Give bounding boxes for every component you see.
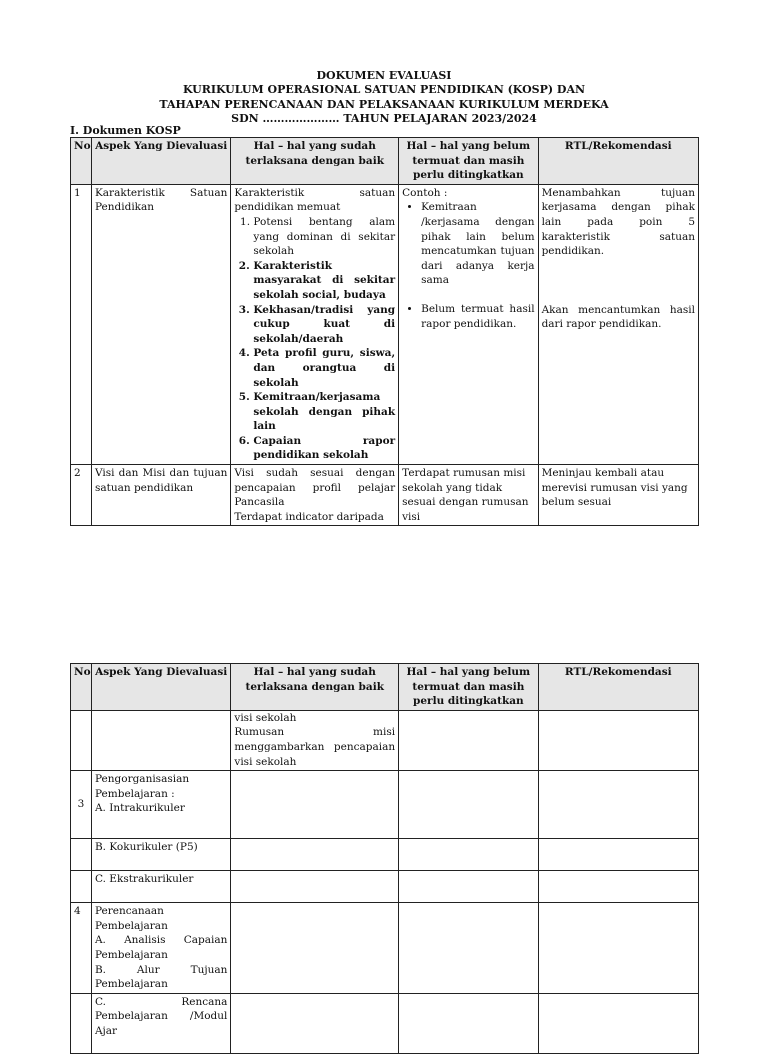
- list-item: 5. Kemitraan/kerjasama sekolah dengan pihak lain: [253, 390, 395, 434]
- done-text-1: Visi sudah sesuai dengan pencapaian profil pelajar Pancasila: [234, 467, 396, 509]
- aspek-text-1: Pengorganisasian Pembelajaran :: [94, 773, 190, 800]
- row-aspek: B. Kokurikuler (P5): [91, 839, 230, 871]
- row-no: 1: [71, 184, 92, 464]
- table-row: [71, 839, 699, 871]
- table-row: [71, 465, 699, 526]
- row-aspek: [91, 903, 230, 994]
- document-header: [70, 69, 698, 126]
- row-done: [231, 903, 399, 994]
- row-done: [231, 871, 399, 903]
- row-notyet: [399, 903, 538, 994]
- row-aspek: Visi dan Misi dan tujuan satuan pendidikan: [91, 465, 230, 526]
- aspek-text-2: A. Intrakurikuler: [94, 802, 185, 815]
- table-row: [71, 903, 699, 994]
- done-intro: Karakteristik satuan pendidikan memuat: [234, 186, 396, 214]
- row-no: [71, 839, 92, 871]
- done-text-2: Rumusan misi menggambarkan pencapaian visi sekolah: [234, 726, 396, 768]
- done-text-1: visi sekolah: [234, 711, 297, 724]
- row-aspek: [91, 710, 230, 770]
- list-item: 3. Kekhasan/tradisi yang cukup kuat di sekolah/daerah: [253, 303, 395, 347]
- row-done: [231, 993, 399, 1053]
- header-line-3: TAHAPAN PERENCANAAN DAN PELAKSANAAN KURIKULUM MERDEKA: [159, 97, 609, 111]
- table-header-row: [71, 138, 699, 185]
- table-row: [71, 871, 699, 903]
- table-row: [71, 710, 699, 770]
- col-aspek: Aspek Yang Dievaluasi: [91, 664, 230, 711]
- row-aspek: C. Ekstrakurikuler: [91, 871, 230, 903]
- row-aspek: Karakteristik Satuan Pendidikan: [91, 184, 230, 464]
- row-aspek: C. Rencana Pembelajaran /Modul Ajar: [91, 993, 230, 1053]
- evaluation-table-1: [70, 137, 699, 526]
- row-notyet: [399, 710, 538, 770]
- row-rtl: [538, 993, 698, 1053]
- table-row: [71, 993, 699, 1053]
- rtl-text-2: Akan mencantumkan hasil dari rapor pendidikan.: [541, 303, 695, 331]
- col-no: No: [71, 664, 92, 711]
- header-line-1: DOKUMEN EVALUASI: [316, 69, 452, 82]
- row-done: [231, 710, 399, 770]
- aspek-text-3: B. Alur Tujuan Pembelajaran: [94, 963, 228, 991]
- row-notyet: [399, 839, 538, 871]
- row-no: 2: [71, 465, 92, 526]
- list-item: 4. Peta profil guru, siswa, dan orangtua di sekolah: [253, 346, 395, 390]
- notyet-intro: Contoh :: [402, 186, 448, 199]
- header-line-4: SDN ………………… TAHUN PELAJARAN 2023/2024: [231, 111, 537, 125]
- done-list: [234, 215, 395, 463]
- row-done: [231, 184, 399, 464]
- col-no: No: [71, 138, 92, 185]
- col-notyet: Hal – hal yang belum termuat dan masih perlu ditingkatkan: [399, 138, 538, 185]
- aspek-text-1: Perencanaan Pembelajaran: [94, 905, 168, 932]
- row-rtl: [538, 771, 698, 839]
- table-header-row: [71, 664, 699, 711]
- row-done: [231, 771, 399, 839]
- notyet-list: [402, 200, 534, 331]
- section-title: I. Dokumen KOSP: [70, 124, 181, 137]
- evaluation-table-2: [70, 663, 699, 1054]
- row-no: 3: [71, 771, 92, 839]
- row-no: [71, 871, 92, 903]
- col-done: Hal – hal yang sudah terlaksana dengan baik: [231, 664, 399, 711]
- row-notyet: Terdapat rumusan misi sekolah yang tidak sesuai dengan rumusan visi: [399, 465, 538, 526]
- col-rtl: RTL/Rekomendasi: [538, 138, 698, 185]
- table-row: [71, 771, 699, 839]
- row-aspek: [91, 771, 230, 839]
- row-notyet: [399, 993, 538, 1053]
- row-rtl: [538, 839, 698, 871]
- row-notyet: [399, 871, 538, 903]
- col-done: Hal – hal yang sudah terlaksana dengan baik: [231, 138, 399, 185]
- row-no: [71, 993, 92, 1053]
- row-done: [231, 839, 399, 871]
- header-line-2: KURIKULUM OPERASIONAL SATUAN PENDIDIKAN (KOSP) DAN: [182, 83, 586, 97]
- col-aspek: Aspek Yang Dievaluasi: [91, 138, 230, 185]
- row-rtl: [538, 903, 698, 994]
- row-done: [231, 465, 399, 526]
- list-item: • Belum termuat hasil rapor pendidikan.: [421, 302, 534, 331]
- list-item: • Kemitraan /kerjasama dengan pihak lain belum mencatumkan tujuan dari adanya kerja sama: [421, 200, 534, 288]
- row-rtl: [538, 710, 698, 770]
- list-item: 2. Karakteristik masyarakat di sekitar sekolah social, budaya: [253, 259, 395, 303]
- table-row: [71, 184, 699, 464]
- aspek-text-2: A. Analisis Capaian Pembelajaran: [94, 934, 228, 961]
- done-text-2: Terdapat indicator daripada: [234, 510, 384, 523]
- list-item: 1. Potensi bentang alam yang dominan di sekitar sekolah: [253, 215, 395, 259]
- row-notyet: [399, 771, 538, 839]
- col-notyet: Hal – hal yang belum termuat dan masih perlu ditingkatkan: [399, 664, 538, 711]
- row-rtl: [538, 871, 698, 903]
- row-rtl: Meninjau kembali atau merevisi rumusan visi yang belum sesuai: [538, 465, 698, 526]
- rtl-text-1: Menambahkan tujuan kerjasama dengan pihak lain pada poin 5 karakteristik satuan pendidikan.: [541, 186, 695, 258]
- col-rtl: RTL/Rekomendasi: [538, 664, 698, 711]
- row-no: [71, 710, 92, 770]
- row-no: 4: [71, 903, 92, 994]
- list-item: 6. Capaian rapor pendidikan sekolah: [253, 434, 395, 463]
- row-notyet: [399, 184, 538, 464]
- row-rtl: [538, 184, 698, 464]
